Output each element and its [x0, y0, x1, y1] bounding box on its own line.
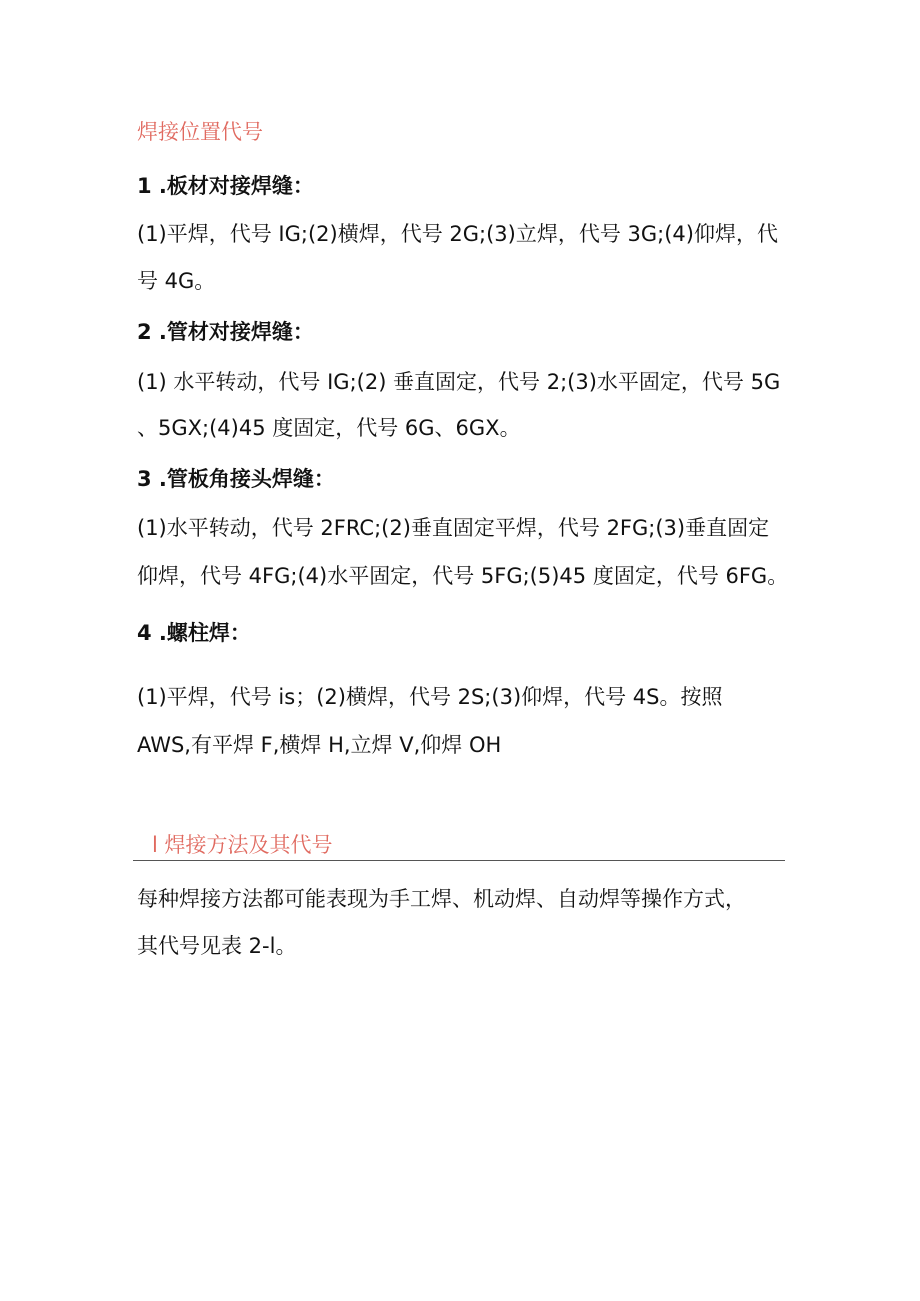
paragraph-line: (1)水平转动，代号 2FRC;(2)垂直固定平焊，代号 2FG;(3)垂直固定: [137, 516, 770, 540]
paragraph-line: (1)平焊，代号 IG;(2)横焊，代号 2G;(3)立焊，代号 3G;(4)仰焊，代: [137, 222, 778, 246]
page-title: 焊接位置代号: [137, 120, 263, 144]
paragraph-line: 号 4G。: [137, 269, 216, 293]
section-title-welding-methods: l 焊接方法及其代号: [152, 833, 333, 857]
paragraph-line: AWS,有平焊 F,横焊 H,立焊 V,仰焊 OH: [137, 733, 502, 757]
section-heading-stud: 4 .螺柱焊：: [137, 621, 251, 645]
paragraph-line: (1)平焊，代号 is；(2)横焊，代号 2S;(3)仰焊，代号 4S。按照: [137, 685, 723, 709]
section-divider: [133, 860, 785, 861]
paragraph-line: (1) 水平转动，代号 IG;(2) 垂直固定，代号 2;(3)水平固定，代号 5G: [137, 370, 781, 394]
paragraph-line: 其代号见表 2-l。: [137, 934, 297, 958]
paragraph-line: 、5GX;(4)45 度固定，代号 6G、6GX。: [137, 416, 521, 440]
paragraph-line: 每种焊接方法都可能表现为手工焊、机动焊、自动焊等操作方式，: [137, 887, 746, 911]
section-heading-pipe-plate: 3 .管板角接头焊缝：: [137, 467, 335, 491]
paragraph-line: 仰焊，代号 4FG;(4)水平固定，代号 5FG;(5)45 度固定，代号 6FG。: [137, 564, 789, 588]
section-heading-pipe-butt: 2 .管材对接焊缝：: [137, 320, 314, 344]
section-heading-plate-butt: 1 .板材对接焊缝：: [137, 174, 314, 198]
